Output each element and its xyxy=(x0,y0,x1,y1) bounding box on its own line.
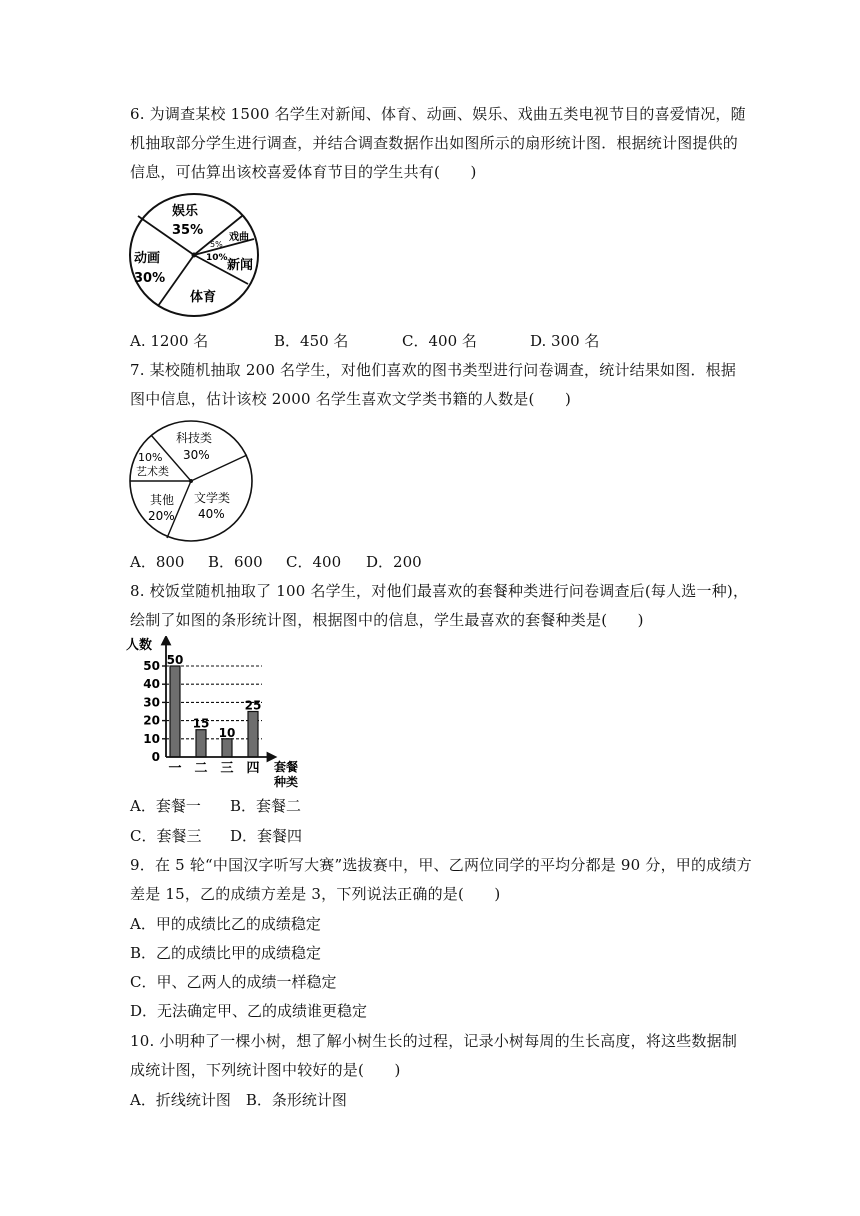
q6-option-b: B．450 名 xyxy=(274,332,349,350)
q10-text-line-1: 10. 小明种了一棵小树，想了解小树生长的过程，记录小树每周的生长高度，将这些数据制 xyxy=(130,1032,738,1050)
q6-slice-label-sports: 体育 xyxy=(190,290,217,305)
q6-slice-value-opera: 5% xyxy=(210,240,223,249)
q8-text-line-1: 8. 校饭堂随机抽取了 100 名学生，对他们最喜欢的套餐种类进行问卷调查后(每人选一种)， xyxy=(130,582,749,600)
q6-text-line-1: 6. 为调查某校 1500 名学生对新闻、体育、动画、娱乐、戏曲五类电视节目的喜爱情况，随 xyxy=(130,105,746,123)
q6-slice-label-opera: 戏曲 xyxy=(229,232,249,243)
bar-value-label: 25 xyxy=(244,698,262,713)
q7-slice-label-art: 艺术类 xyxy=(136,465,169,478)
bar-value-label: 50 xyxy=(166,653,184,667)
q9-option-b: B．乙的成绩比甲的成绩稳定 xyxy=(130,944,322,962)
q9-option-d: D．无法确定甲、乙的成绩谁更稳定 xyxy=(130,1002,368,1020)
q10-option-ab: A．折线统计图 B．条形统计图 xyxy=(130,1091,347,1109)
q9-option-a: A．甲的成绩比乙的成绩稳定 xyxy=(130,915,321,933)
q6-slice-value-entertainment: 35% xyxy=(172,223,204,238)
q7-option-d: D．200 xyxy=(366,553,422,571)
y-tick-label: 10 xyxy=(143,731,160,746)
q7-slice-value-literature: 40% xyxy=(198,507,225,521)
q7-slice-value-other: 20% xyxy=(148,509,175,523)
q7-text-line-2: 图中信息，估计该校 2000 名学生喜欢文学类书籍的人数是( ) xyxy=(130,390,572,408)
q6-slice-value-news: 10% xyxy=(206,253,228,263)
q6-slice-label-entertainment: 娱乐 xyxy=(172,204,199,219)
y-axis-title: 人数 xyxy=(126,638,153,653)
q9-text-line-2: 差是 15，乙的成绩方差是 3，下列说法正确的是( ) xyxy=(130,885,501,903)
q6-option-d: D. 300 名 xyxy=(530,332,600,350)
q8-option-c: C．套餐三 xyxy=(130,827,202,845)
q7-slice-label-literature: 文学类 xyxy=(194,491,231,505)
bar-value-label: 15 xyxy=(192,716,210,731)
y-tick-label: 50 xyxy=(143,659,160,673)
y-tick-label: 0 xyxy=(151,750,160,764)
q7-option-b: B．600 xyxy=(208,553,263,571)
q7-slice-label-other: 其他 xyxy=(150,493,175,507)
bar xyxy=(170,666,180,757)
q6-option-a: A. 1200 名 xyxy=(130,332,209,350)
q10-text-line-2: 成统计图，下列统计图中较好的是( ) xyxy=(130,1061,401,1079)
bar xyxy=(248,712,258,758)
q6-slice-value-animation: 30% xyxy=(134,271,166,286)
q7-slice-value-tech: 30% xyxy=(183,448,210,462)
q8-text-line-2: 绘制了如图的条形统计图，根据图中的信息，学生最喜欢的套餐种类是( ) xyxy=(130,611,644,629)
y-tick-label: 40 xyxy=(143,677,160,692)
q7-text-line-1: 7. 某校随机抽取 200 名学生，对他们喜欢的图书类型进行问卷调查，统计结果如图．根据 xyxy=(130,361,737,379)
y-tick-label: 20 xyxy=(143,713,160,728)
bar-value-label: 10 xyxy=(218,725,236,740)
q7-option-a: A．800 xyxy=(130,553,185,571)
q7-slice-value-art: 10% xyxy=(138,451,163,464)
x-axis-title-line-1: 套餐 xyxy=(274,760,299,774)
q6-slice-label-animation: 动画 xyxy=(134,251,161,266)
x-tick-label: 二 xyxy=(194,761,208,776)
y-tick-label: 30 xyxy=(143,695,160,710)
q8-option-d: D．套餐四 xyxy=(230,827,303,845)
bar xyxy=(196,730,206,757)
x-tick-label: 一 xyxy=(168,761,182,776)
q7-slice-label-tech: 科技类 xyxy=(176,431,213,445)
q6-text-line-2: 机抽取部分学生进行调查，并结合调查数据作出如图所示的扇形统计图．根据统计图提供的 xyxy=(130,134,739,152)
q9-text-line-1: 9．在 5 轮“中国汉字听写大赛”选拔赛中，甲、乙两位同学的平均分都是 90 分，甲的成绩方 xyxy=(130,856,752,874)
q8-option-b: B．套餐二 xyxy=(230,797,302,815)
q6-text-line-3: 信息，可估算出该校喜爱体育节目的学生共有( ) xyxy=(130,163,477,181)
q9-option-c: C．甲、乙两人的成绩一样稳定 xyxy=(130,973,337,991)
q8-bar-chart xyxy=(126,636,302,792)
q6-pie-chart xyxy=(128,192,264,318)
q6-option-c: C．400 名 xyxy=(402,332,477,350)
q6-slice-label-news: 新闻 xyxy=(227,258,254,273)
bar xyxy=(222,739,232,757)
q7-option-c: C．400 xyxy=(286,553,342,571)
x-tick-label: 三 xyxy=(220,761,234,776)
q7-pie-chart xyxy=(128,418,256,544)
x-axis-title-line-2: 种类 xyxy=(274,775,299,789)
x-tick-label: 四 xyxy=(246,761,260,776)
q8-option-a: A．套餐一 xyxy=(130,797,201,815)
